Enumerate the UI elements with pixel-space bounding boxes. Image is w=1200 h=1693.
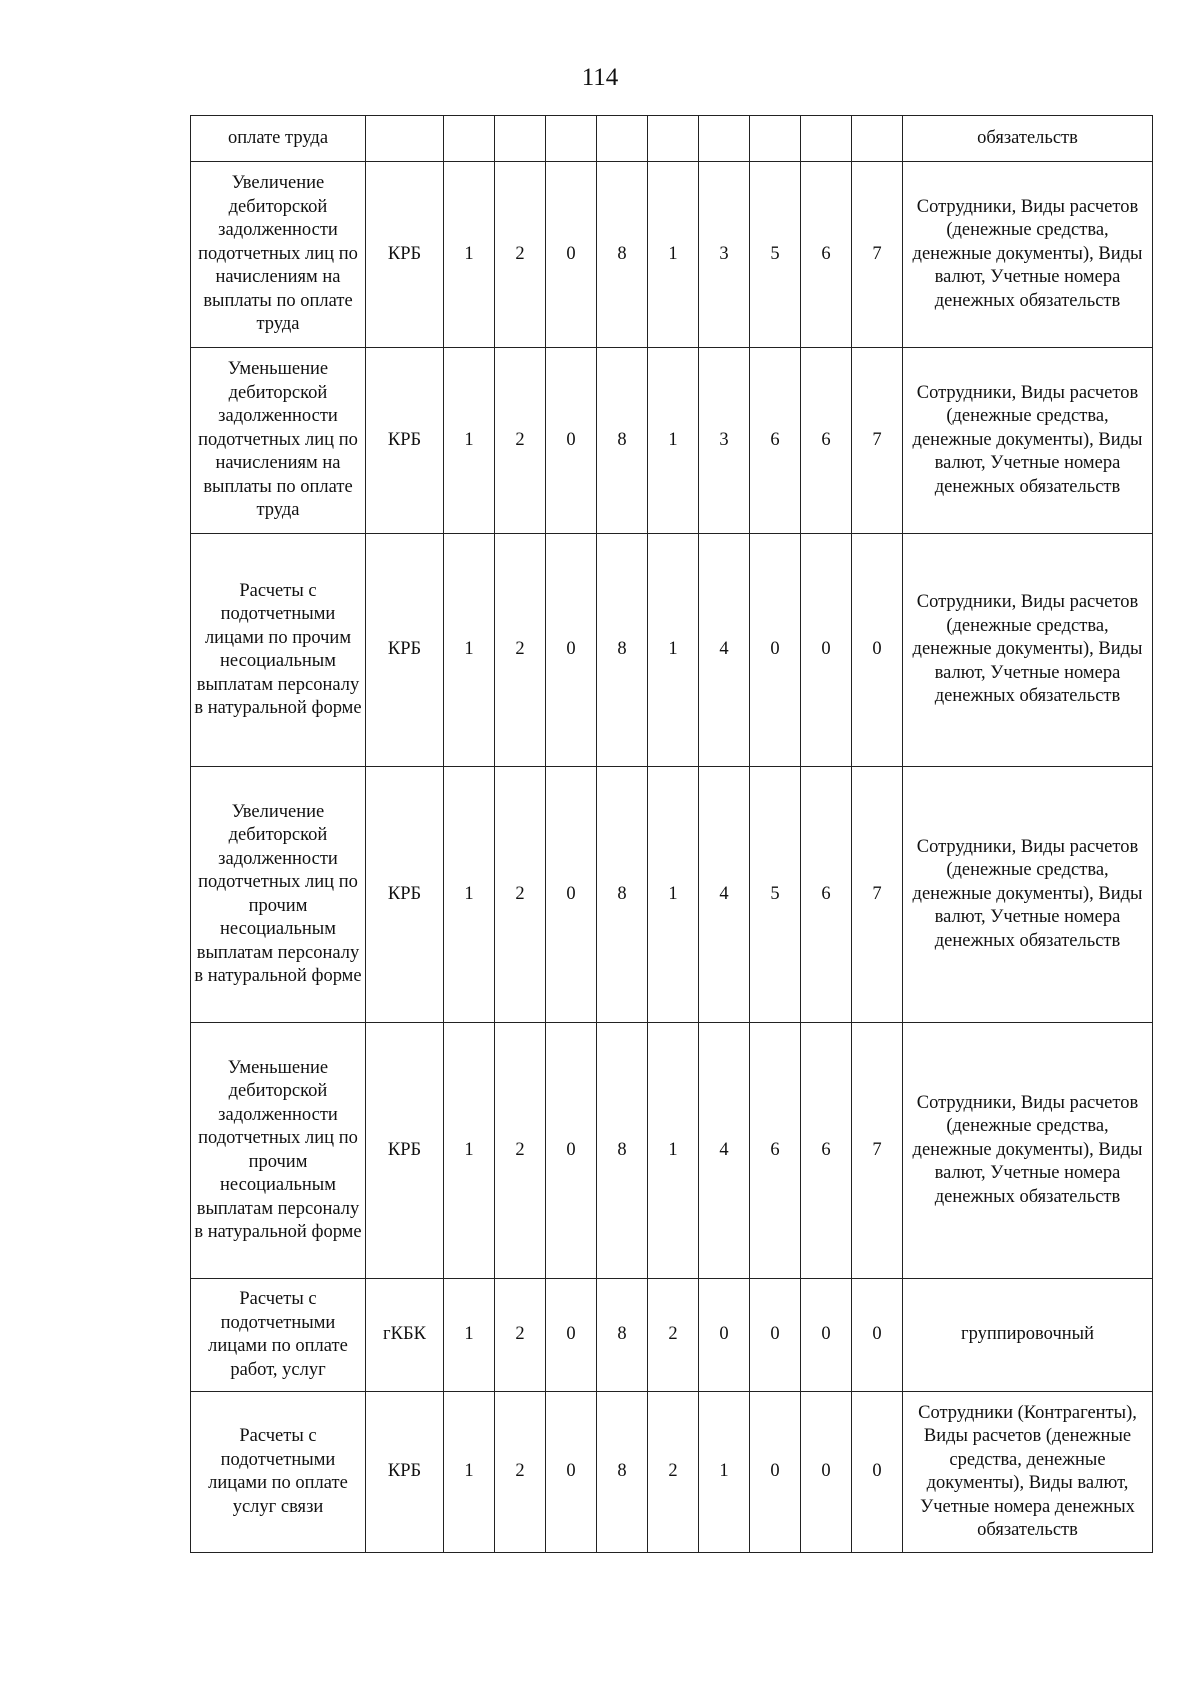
digit-cell: 7	[852, 1023, 903, 1279]
digit-cell: 1	[648, 767, 699, 1023]
digit-cell: 2	[648, 1279, 699, 1392]
digit-cell: 0	[852, 534, 903, 767]
digit-cell: 3	[699, 162, 750, 348]
account-name-cell: Расчеты с подотчетными лицами по оплате работ, услуг	[191, 1279, 366, 1392]
digit-cell: 1	[444, 767, 495, 1023]
digit-cell: 0	[852, 1392, 903, 1553]
table-row	[191, 1392, 1153, 1553]
analytics-cell: Сотрудники, Виды расчетов (денежные средства, денежные документы), Виды валют, Учетные номера денежных обязательств	[903, 1023, 1153, 1279]
digit-cell: 0	[801, 1279, 852, 1392]
type-cell: КРБ	[366, 534, 444, 767]
digit-cell: 6	[750, 1023, 801, 1279]
digit-cell: 8	[597, 162, 648, 348]
type-cell: КРБ	[366, 1023, 444, 1279]
digit-cell: 2	[495, 162, 546, 348]
digit-cell: 1	[699, 1392, 750, 1553]
digit-cell: 5	[750, 767, 801, 1023]
digit-cell: 6	[801, 1023, 852, 1279]
digit-cell: 2	[495, 1279, 546, 1392]
digit-cell: 1	[648, 534, 699, 767]
type-cell	[366, 116, 444, 162]
digit-cell: 7	[852, 162, 903, 348]
digit-cell: 0	[546, 348, 597, 534]
digit-cell: 0	[750, 534, 801, 767]
table-row	[191, 348, 1153, 534]
digit-cell: 4	[699, 767, 750, 1023]
continuation-row	[191, 116, 1153, 162]
type-cell: КРБ	[366, 767, 444, 1023]
digit-cell: 6	[801, 348, 852, 534]
digit-cell	[546, 116, 597, 162]
digit-cell: 8	[597, 1279, 648, 1392]
account-name-cell: оплате труда	[191, 116, 366, 162]
digit-cell: 8	[597, 348, 648, 534]
analytics-cell: Сотрудники, Виды расчетов (денежные средства, денежные документы), Виды валют, Учетные номера денежных обязательств	[903, 348, 1153, 534]
digit-cell: 1	[444, 1279, 495, 1392]
digit-cell: 8	[597, 534, 648, 767]
account-name-cell: Уменьшение дебиторской задолженности подотчетных лиц по начислениям на выплаты по оплате труда	[191, 348, 366, 534]
digit-cell: 6	[750, 348, 801, 534]
digit-cell: 6	[801, 162, 852, 348]
digit-cell: 0	[546, 767, 597, 1023]
table-row	[191, 162, 1153, 348]
digit-cell	[648, 116, 699, 162]
digit-cell	[852, 116, 903, 162]
digit-cell: 1	[444, 1392, 495, 1553]
digit-cell: 1	[648, 1023, 699, 1279]
type-cell: КРБ	[366, 348, 444, 534]
digit-cell: 8	[597, 767, 648, 1023]
digit-cell	[699, 116, 750, 162]
table-row	[191, 1023, 1153, 1279]
digit-cell: 4	[699, 1023, 750, 1279]
analytics-cell: Сотрудники, Виды расчетов (денежные средства, денежные документы), Виды валют, Учетные номера денежных обязательств	[903, 767, 1153, 1023]
type-cell: гКБК	[366, 1279, 444, 1392]
accounts-table	[190, 115, 1153, 1553]
digit-cell: 7	[852, 348, 903, 534]
digit-cell: 1	[444, 162, 495, 348]
digit-cell	[495, 116, 546, 162]
analytics-cell: Сотрудники, Виды расчетов (денежные средства, денежные документы), Виды валют, Учетные номера денежных обязательств	[903, 162, 1153, 348]
digit-cell: 0	[546, 162, 597, 348]
digit-cell: 5	[750, 162, 801, 348]
digit-cell: 0	[750, 1392, 801, 1553]
digit-cell: 0	[801, 1392, 852, 1553]
analytics-cell: Сотрудники, Виды расчетов (денежные средства, денежные документы), Виды валют, Учетные номера денежных обязательств	[903, 534, 1153, 767]
digit-cell: 1	[444, 1023, 495, 1279]
account-name-cell: Уменьшение дебиторской задолженности подотчетных лиц по прочим несоциальным выплатам персоналу в натуральной форме	[191, 1023, 366, 1279]
digit-cell: 4	[699, 534, 750, 767]
digit-cell: 2	[495, 767, 546, 1023]
digit-cell: 1	[444, 534, 495, 767]
digit-cell: 2	[495, 348, 546, 534]
type-cell: КРБ	[366, 162, 444, 348]
digit-cell: 0	[546, 1023, 597, 1279]
digit-cell: 7	[852, 767, 903, 1023]
digit-cell: 8	[597, 1023, 648, 1279]
digit-cell	[750, 116, 801, 162]
digit-cell: 1	[444, 348, 495, 534]
analytics-cell: Сотрудники (Контрагенты), Виды расчетов (денежные средства, денежные документы), Виды валют, Учетные номера денежных обязательств	[903, 1392, 1153, 1553]
analytics-cell: группировочный	[903, 1279, 1153, 1392]
table-row	[191, 1279, 1153, 1392]
digit-cell: 0	[546, 1279, 597, 1392]
digit-cell: 0	[801, 534, 852, 767]
digit-cell	[597, 116, 648, 162]
account-name-cell: Увеличение дебиторской задолженности подотчетных лиц по прочим несоциальным выплатам персоналу в натуральной форме	[191, 767, 366, 1023]
account-name-cell: Расчеты с подотчетными лицами по оплате услуг связи	[191, 1392, 366, 1553]
digit-cell: 0	[852, 1279, 903, 1392]
page-number: 114	[581, 64, 619, 91]
type-cell: КРБ	[366, 1392, 444, 1553]
digit-cell: 0	[699, 1279, 750, 1392]
account-name-cell: Расчеты с подотчетными лицами по прочим несоциальным выплатам персоналу в натуральной форме	[191, 534, 366, 767]
digit-cell: 2	[648, 1392, 699, 1553]
table-row	[191, 534, 1153, 767]
analytics-cell: обязательств	[903, 116, 1153, 162]
digit-cell	[444, 116, 495, 162]
digit-cell: 0	[546, 1392, 597, 1553]
table-row	[191, 767, 1153, 1023]
digit-cell: 2	[495, 534, 546, 767]
digit-cell: 0	[546, 534, 597, 767]
digit-cell: 8	[597, 1392, 648, 1553]
digit-cell: 1	[648, 348, 699, 534]
digit-cell: 1	[648, 162, 699, 348]
digit-cell: 6	[801, 767, 852, 1023]
digit-cell: 0	[750, 1279, 801, 1392]
digit-cell	[801, 116, 852, 162]
digit-cell: 2	[495, 1392, 546, 1553]
digit-cell: 3	[699, 348, 750, 534]
account-name-cell: Увеличение дебиторской задолженности подотчетных лиц по начислениям на выплаты по оплате труда	[191, 162, 366, 348]
digit-cell: 2	[495, 1023, 546, 1279]
